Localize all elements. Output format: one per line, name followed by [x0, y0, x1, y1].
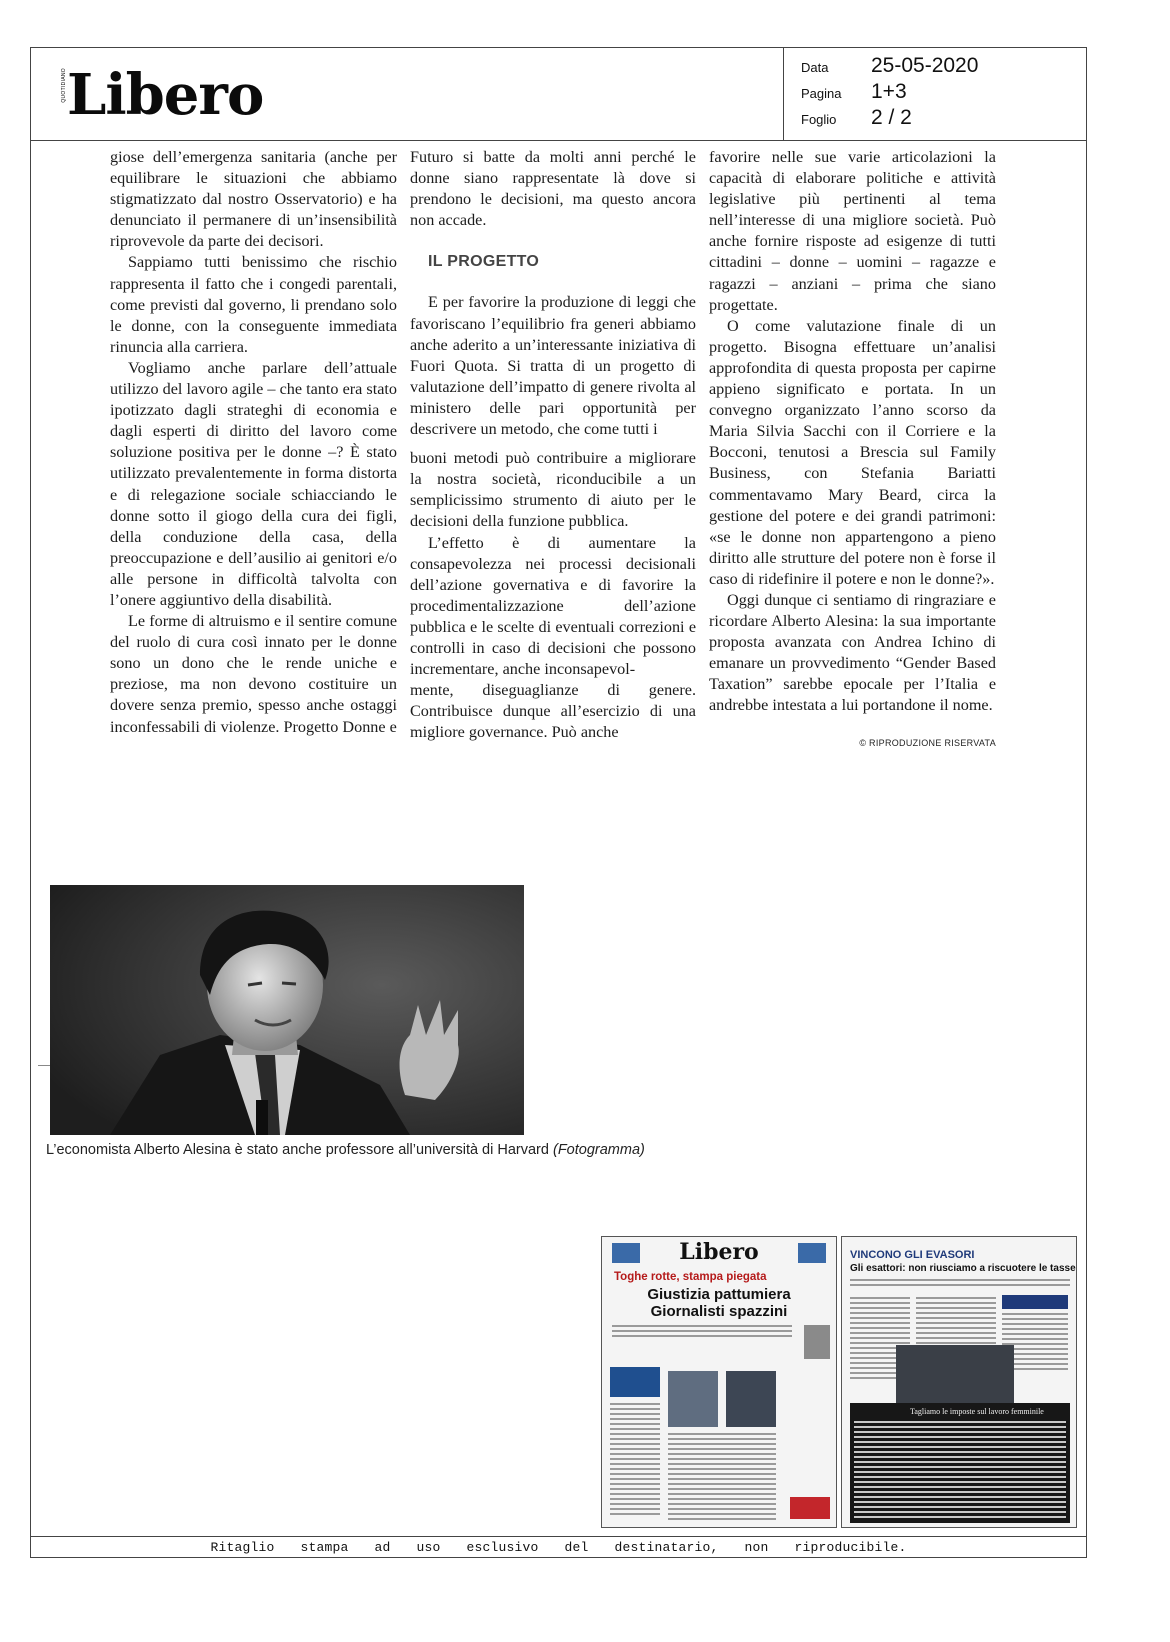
meta-label: Data: [801, 60, 829, 75]
copyright-notice: © RIPRODUZIONE RISERVATA: [859, 737, 996, 748]
thumbnail-image: [726, 1371, 776, 1427]
thumbnail-text-lines: [610, 1403, 660, 1518]
paragraph: O come valutazione finale di un progetto. Bisogna effettuare un’analisi approfondita di questa proposta per capirne appieno significato e portata. In un convegno organizzato l’anno scorso da Maria Silvia Sacchi con il Corriere e la Bocconi, tenutosi a Brescia sul Family Business, con Stefania Bariatti commentavamo Mary Beard, circa la gestione del potere e dei grandi patrimoni: «se le donne non appartengono a pieno diritto alle strutture del potere non è forse il caso di ridefinire il potere e non le donne?».: [709, 316, 996, 588]
thumbnail-image: [896, 1345, 1014, 1403]
thumbnail-text-lines: [854, 1421, 1066, 1521]
meta-value: 2 / 2: [871, 106, 912, 129]
meta-row-sheet: [801, 106, 1071, 132]
thumbnail-kicker: Toghe rotte, stampa piegata: [614, 1271, 767, 1283]
thumbnail-image: [668, 1371, 718, 1427]
paragraph: Futuro si batte da molti anni perché le donne siano rappresentate là dove si prendono le decisioni, ma questo ancora non accade.: [410, 148, 696, 230]
thumbnail-headline: [602, 1286, 836, 1320]
paragraph: mente, diseguaglianze di genere. Contribuisce dunque all’esercizio di una migliore governance. Può anche: [410, 681, 696, 742]
paragraph: [410, 533, 696, 681]
thumbnail-image: [804, 1325, 830, 1359]
thumbnail-box: [610, 1367, 660, 1397]
portrait-illustration: [50, 885, 524, 1135]
thumbnail-text-lines: [612, 1325, 792, 1340]
article-column-1: [110, 147, 397, 738]
paragraph: Oggi dunque ci sentiamo di ringraziare e ricordare Alberto Alesina: la sua importante proposta avanzata con Andrea Ichino di emanare un provvedimento “Gender Based Taxation” sarebbe epocale per l’Italia e andrebbe intestata a lui portandone il nome.: [709, 590, 996, 715]
clipping-metadata: [801, 54, 1071, 132]
masthead: [61, 62, 263, 128]
paragraph-text: L’effetto è di aumentare la consapevolezza nei processi decisionali dell’azione governativa e di favorire la procedimentalizzazione dell’azione pubblica e le scelte di eventuali correzioni e controlli in caso di decisioni che possono incrementare, anche inconsapevol-: [410, 533, 696, 679]
thumbnail-logo: Libero: [679, 1239, 759, 1265]
meta-value: 25-05-2020: [871, 54, 979, 77]
inside-page-thumbnail: [841, 1236, 1077, 1528]
footer-disclaimer: Ritaglio stampa ad uso esclusivo del destinatario, non riproducibile.: [210, 1539, 907, 1555]
paragraph: buoni metodi può contribuire a migliorare la nostra società, riconducibile a un semplicissimo strumento di aiuto per le decisioni della funzione pubblica.: [410, 449, 696, 531]
meta-value: 1+3: [871, 80, 907, 103]
paragraph: E per favorire la produzione di leggi che favoriscano l’equilibrio fra generi abbiamo anche aderito a un’interessante iniziativa di Fuori Quota. Si tratta di un progetto di valutazione dell’impatto di genere rivolta al ministero delle pari opportunità per descrivere un metodo, che come tutti i: [410, 293, 696, 439]
clipping-footer: [30, 1536, 1087, 1558]
paragraph: Le forme di altruismo e il sentire comune del ruolo di cura così innato per le donne sono un dono che le rende uniche e preziose, ma non devono costituire un dovere senza premio, spesso anche ostaggi inconfessabili di violenze. Progetto Donne e: [110, 612, 397, 736]
paragraph: Vogliamo anche parlare dell’attuale utilizzo del lavoro agile – che tanto era stato ipotizzato dagli strateghi di economia e dagli esperti di diritto del lavoro come soluzione positiva per le donne –? È stato utilizzato prevalentemente in forma distorta e di relegazione sociale schiacciando le donne sotto il giogo della cura dei figli, della conduzione della casa, della preoccupazione e dell’ausilio ai genitori e/o alle persone in difficoltà talvolta con l’onere aggiuntivo della disabilità.: [110, 358, 397, 609]
article-column-2: [410, 147, 696, 743]
headline-line: Giornalisti spazzini: [650, 1303, 788, 1320]
portrait-photo: [50, 885, 524, 1135]
paragraph: Sappiamo tutti benissimo che rischio rappresenta il fatto che i congedi parentali, come previsti dal governo, li prendano solo le donne, con la conseguente immediata rinuncia alla carriera.: [110, 253, 397, 356]
headline-line: Giustizia pattumiera: [647, 1286, 791, 1303]
header-divider: [783, 48, 784, 140]
photo-caption: [46, 1142, 746, 1158]
meta-row-page: [801, 80, 1071, 106]
thumbnail-ad: [790, 1497, 830, 1519]
masthead-tagline: QUOTIDIANO: [61, 68, 67, 103]
thumbnail-headline: Gli esattori: non riusciamo a riscuotere le tasse: [850, 1263, 1076, 1274]
thumbnail-kicker: VINCONO GLI EVASORI: [850, 1249, 975, 1261]
thumbnail-text-lines: [668, 1433, 776, 1523]
article-column-3: [709, 147, 996, 754]
photo-rule: [38, 1065, 50, 1066]
newspaper-logo: Libero: [67, 62, 264, 128]
photo-credit: (Fotogramma): [552, 1142, 645, 1158]
clipping-header: [30, 47, 1087, 141]
section-subhead: IL PROGETTO: [428, 253, 540, 271]
paragraph: favorire nelle sue varie articolazioni la capacità di elaborare politiche e attività legislative più pertinenti al tema nell’interesse di una migliore società. Può anche fornire risposte ad esigenze di tutti cittadini – donne – uomini – ragazze e ragazzi – anziani – prima che siano progettate.: [709, 148, 996, 314]
thumbnail-text-lines: [850, 1279, 1070, 1289]
meta-label: Foglio: [801, 112, 837, 127]
thumbnail-subhead: Tagliamo le imposte sul lavoro femminile: [910, 1407, 1044, 1416]
caption-text: L’economista Alberto Alesina è stato anche professore all’università di Harvard: [46, 1142, 549, 1158]
meta-label: Pagina: [801, 86, 842, 101]
meta-row-date: [801, 54, 1071, 80]
thumbnail-box: [1002, 1295, 1068, 1309]
paragraph: giose dell’emergenza sanitaria (anche per equilibrare le situazioni che abbiamo stigmatizzato dal nostro Osservatorio) e ha denunciato il permanere di un’insensibilità riprovevole da parte dei decisori.: [110, 148, 397, 251]
front-page-thumbnail: [601, 1236, 837, 1528]
